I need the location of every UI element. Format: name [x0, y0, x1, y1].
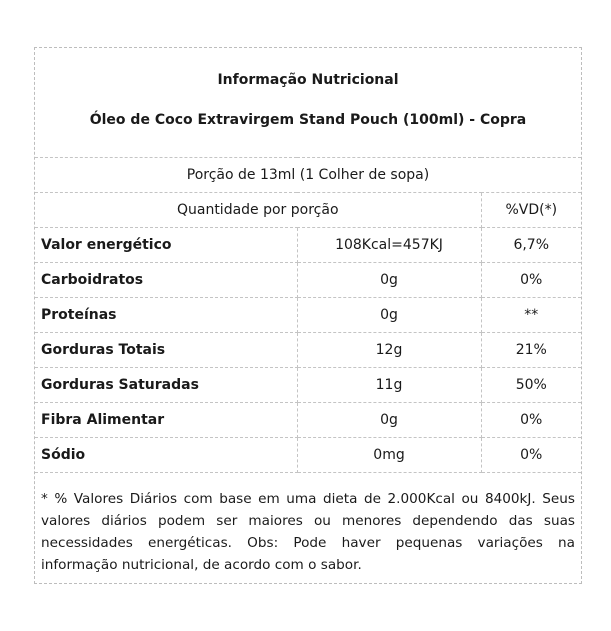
- portion-cell: Porção de 13ml (1 Colher de sopa): [35, 158, 581, 193]
- nutrient-name: Valor energético: [35, 228, 297, 263]
- nutrient-vd: 50%: [481, 368, 581, 403]
- nutrient-vd: **: [481, 298, 581, 333]
- table-row: [35, 228, 581, 263]
- footnote: * % Valores Diários com base em uma dieta de 2.000Kcal ou 8400kJ. Seus valores diários podem ser maiores ou menores dependendo das suas necessidades energéticas. Obs: Pode haver pequenas variações na informação nutricional, de acordo com o sabor.: [41, 491, 575, 573]
- nutrient-name: Fibra Alimentar: [35, 403, 297, 438]
- table-row: [35, 263, 581, 298]
- table-row: [35, 333, 581, 368]
- nutrient-vd: 0%: [481, 403, 581, 438]
- nutrient-value: 108Kcal=457KJ: [297, 228, 481, 263]
- column-header-row: [35, 193, 581, 228]
- nutrient-name: Gorduras Saturadas: [35, 368, 297, 403]
- table-row: [35, 368, 581, 403]
- nutrient-vd: 0%: [481, 263, 581, 298]
- table-row: [35, 403, 581, 438]
- portion-row: [35, 158, 581, 193]
- nutrient-value: 0g: [297, 403, 481, 438]
- nutrition-panel: [34, 47, 582, 584]
- nutrient-vd: 0%: [481, 438, 581, 473]
- vd-header: %VD(*): [481, 193, 581, 228]
- nutrient-name: Sódio: [35, 438, 297, 473]
- nutrient-value: 0mg: [297, 438, 481, 473]
- nutrient-name: Carboidratos: [35, 263, 297, 298]
- page-title: Informação Nutricional: [217, 72, 399, 88]
- nutrient-value: 0g: [297, 298, 481, 333]
- nutrient-vd: 6,7%: [481, 228, 581, 263]
- nutrient-value: 0g: [297, 263, 481, 298]
- nutrient-name: Proteínas: [35, 298, 297, 333]
- nutrient-vd: 21%: [481, 333, 581, 368]
- nutrition-table: [35, 157, 581, 473]
- table-row: [35, 438, 581, 473]
- nutrient-value: 12g: [297, 333, 481, 368]
- nutrient-name: Gorduras Totais: [35, 333, 297, 368]
- product-name: Óleo de Coco Extravirgem Stand Pouch (100ml) - Copra: [89, 112, 527, 128]
- nutrient-value: 11g: [297, 368, 481, 403]
- table-row: [35, 298, 581, 333]
- quantity-header: Quantidade por porção: [35, 193, 481, 228]
